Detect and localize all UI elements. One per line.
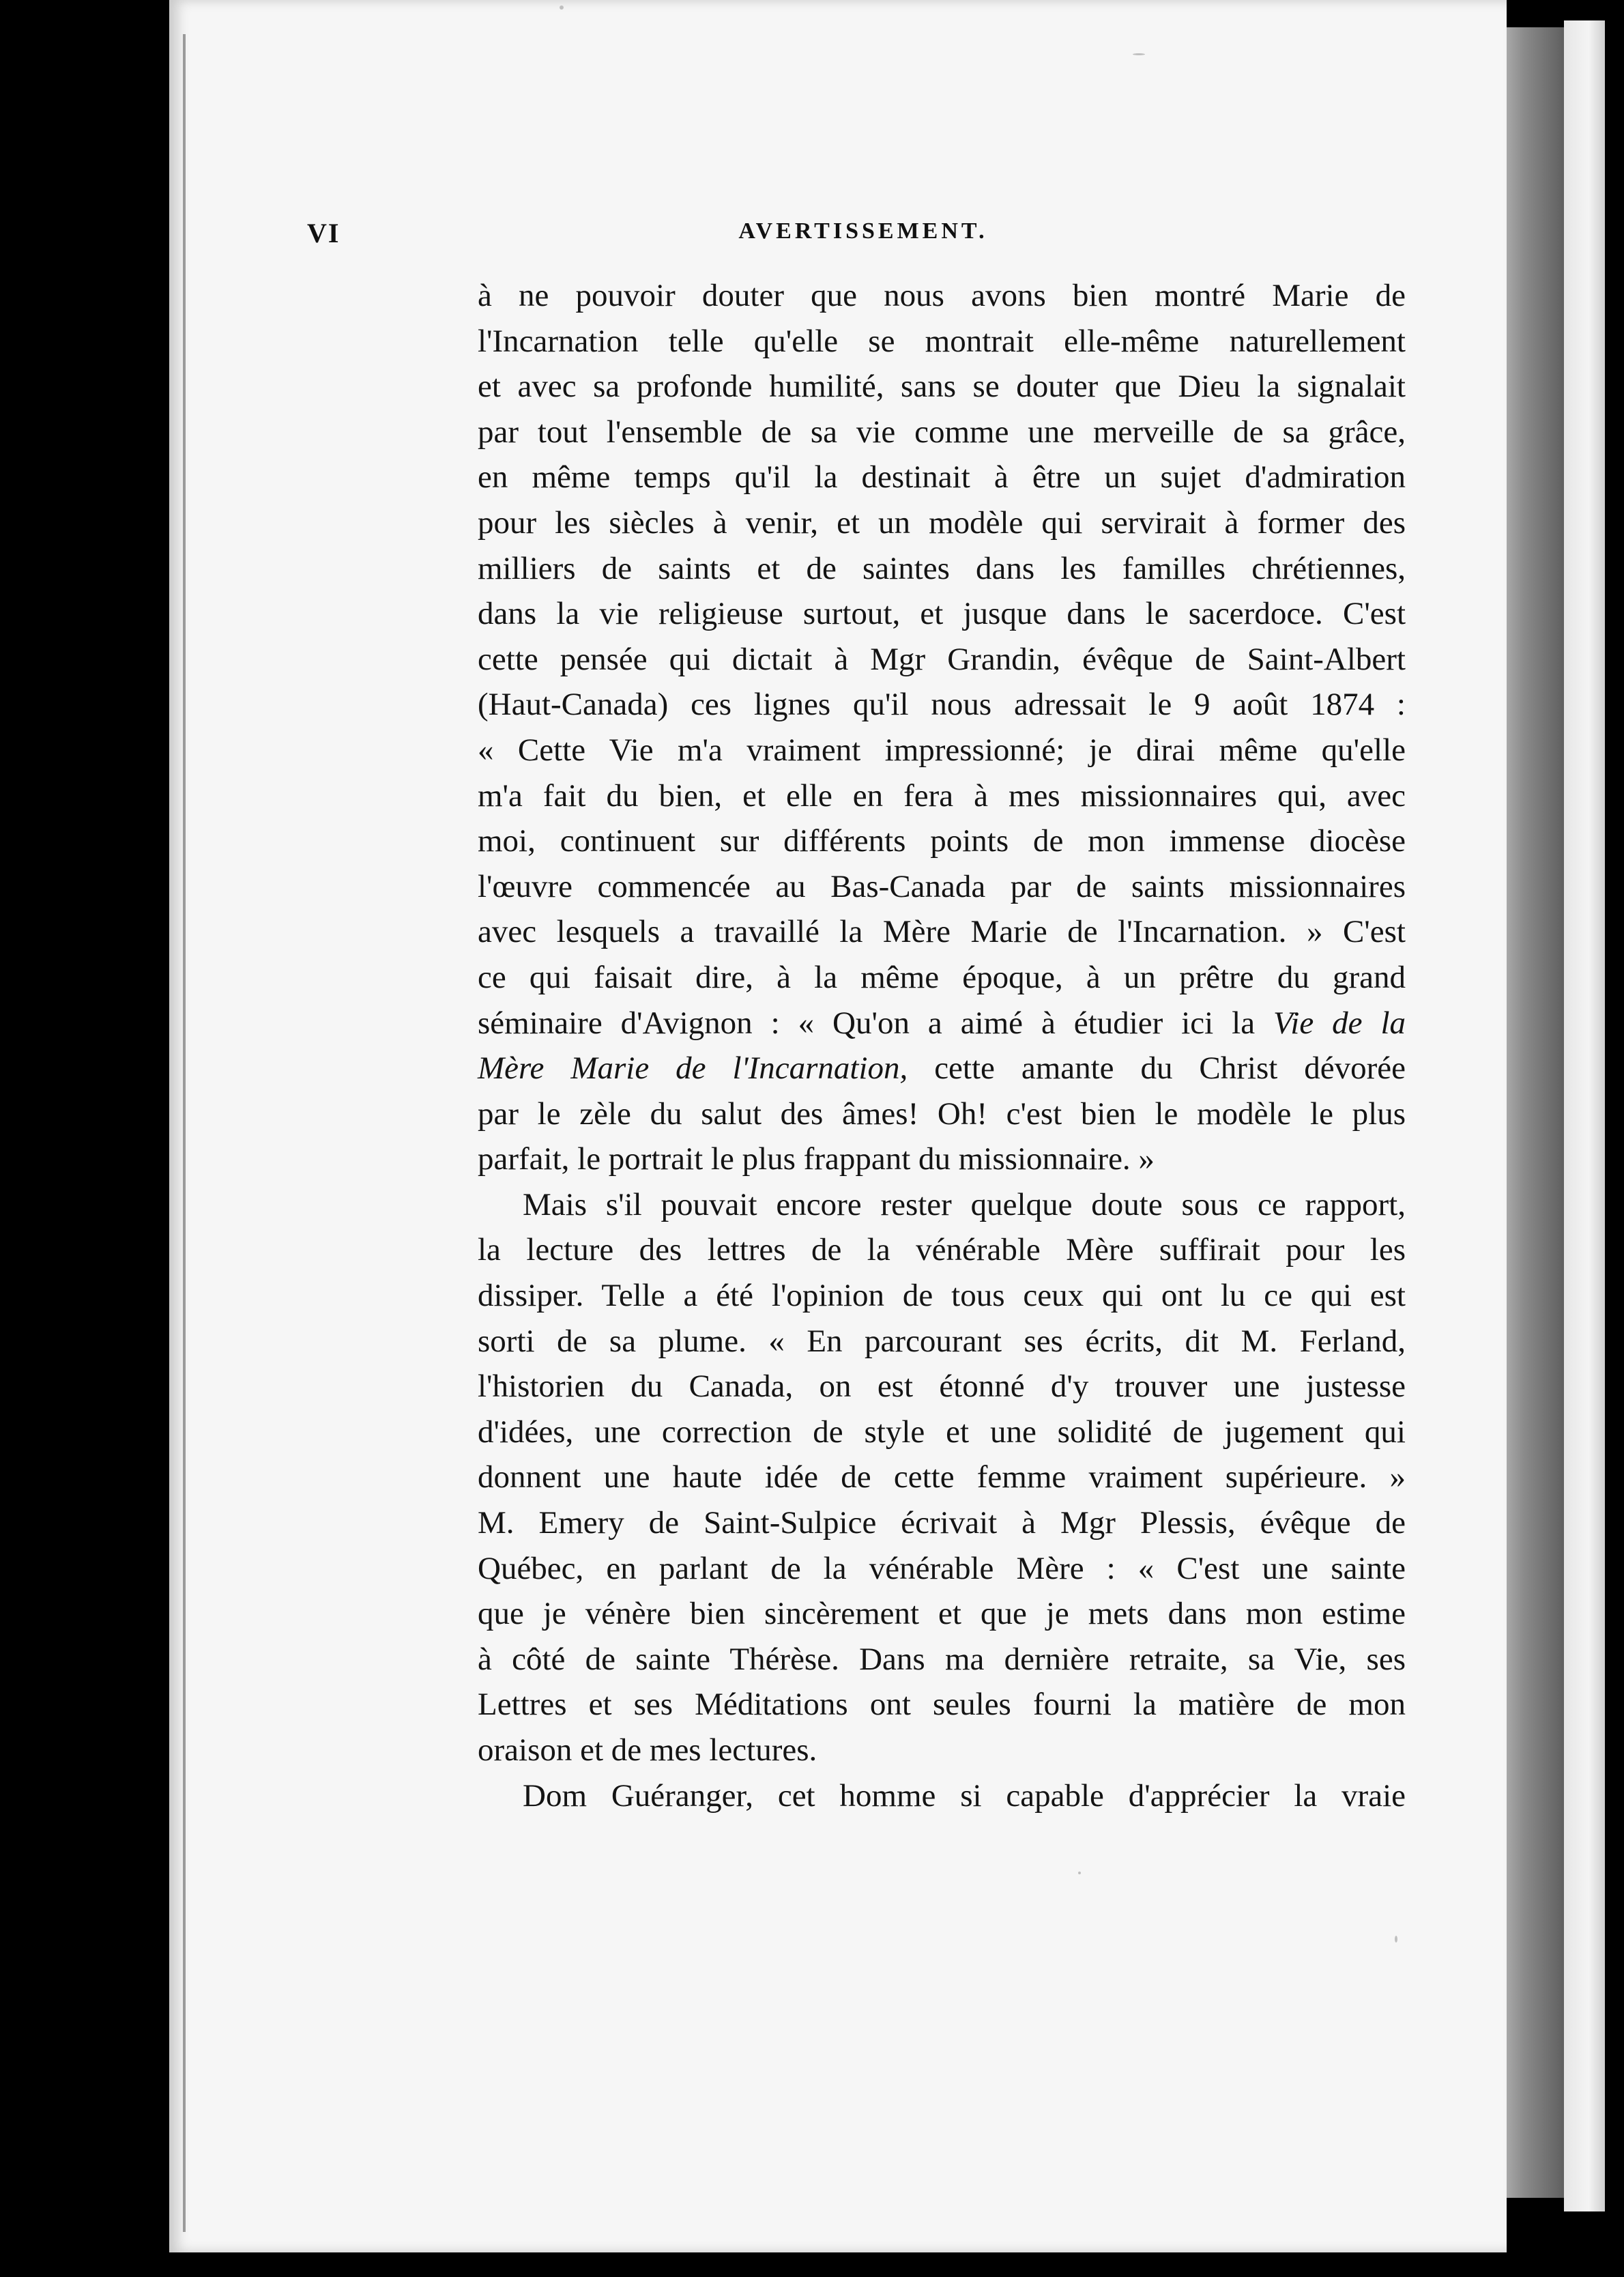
text-line <box>478 273 1406 319</box>
line-text: dans la vie religieuse surtout, et jusque dans le sacerdoce. C'est <box>478 596 1406 632</box>
text-line <box>478 1046 1406 1091</box>
line-text: l'œuvre commencée au Bas-Canada par de saints missionnaires <box>478 868 1406 904</box>
text-line <box>478 1728 1406 1773</box>
line-text: à ne pouvoir douter que nous avons bien montré Marie de <box>478 278 1406 313</box>
line-text: cette pensée qui dictait à Mgr Grandin, évêque de Saint-Albert <box>478 641 1406 677</box>
text-line <box>478 1455 1406 1500</box>
text-line <box>478 773 1406 819</box>
line-text: que je vénère bien sincèrement et que je mets dans mon estime <box>478 1596 1406 1632</box>
italic-title-text: Vie de la <box>1273 1005 1406 1041</box>
text-line <box>478 500 1406 546</box>
line-text: d'idées, une correction de style et une solidité de jugement qui <box>478 1414 1406 1450</box>
text-line <box>478 591 1406 637</box>
text-line <box>478 1364 1406 1409</box>
text-line <box>478 728 1406 773</box>
line-text: M. Emery de Saint-Sulpice écrivait à Mgr Plessis, évêque de <box>478 1505 1406 1541</box>
line-text: l'historien du Canada, on est étonné d'y trouver une justesse <box>478 1369 1406 1405</box>
text-line <box>478 1500 1406 1546</box>
text-line <box>478 1273 1406 1319</box>
adjacent-page-edge <box>1564 20 1605 2211</box>
page-number: VI <box>307 218 340 248</box>
text-line <box>478 1591 1406 1637</box>
line-text: dissiper. Telle a été l'opinion de tous ceux qui ont lu ce qui est <box>478 1278 1406 1314</box>
line-text: cette amante du Christ dévorée <box>908 1050 1406 1087</box>
text-line <box>478 1319 1406 1364</box>
text-line <box>478 864 1406 910</box>
line-text: Québec, en parlant de la vénérable Mère : « C'est une sainte <box>478 1550 1406 1586</box>
scan-speck <box>1133 53 1145 55</box>
line-text: oraison et de mes lectures. <box>478 1732 817 1768</box>
text-line <box>478 1001 1406 1046</box>
text-line <box>478 955 1406 1001</box>
line-text: sorti de sa plume. « En parcourant ses écrits, dit M. Ferland, <box>478 1323 1406 1359</box>
text-line <box>478 546 1406 592</box>
line-text: donnent une haute idée de cette femme vraiment supérieure. » <box>478 1459 1406 1495</box>
line-text: m'a fait du bien, et elle en fera à mes missionnaires qui, avec <box>478 777 1406 814</box>
text-line <box>478 455 1406 500</box>
text-line <box>478 1637 1406 1682</box>
line-text: la lecture des lettres de la vénérable Mère suffirait pour les <box>478 1232 1406 1268</box>
line-text: séminaire d'Avignon : « Qu'on a aimé à étudier ici la <box>478 1005 1274 1041</box>
line-text: par le zèle du salut des âmes! Oh! c'est bien le modèle le plus <box>478 1095 1406 1132</box>
line-text: à côté de sainte Thérèse. Dans ma dernière retraite, sa Vie, ses <box>478 1641 1406 1677</box>
line-text: (Haut-Canada) ces lignes qu'il nous adressait le 9 août 1874 : <box>478 687 1406 723</box>
line-text: l'Incarnation telle qu'elle se montrait elle-même naturellement <box>478 323 1406 359</box>
gutter-line <box>183 34 186 2232</box>
scan-speck <box>1078 1872 1081 1874</box>
text-line <box>478 637 1406 683</box>
line-text: en même temps qu'il la destinait à être un sujet d'admiration <box>478 459 1406 496</box>
text-line <box>478 1682 1406 1728</box>
line-text: Mais s'il pouvait encore rester quelque doute sous ce rapport, <box>523 1186 1406 1222</box>
line-text: avec lesquels a travaillé la Mère Marie de l'Incarnation. » C'est <box>478 914 1406 950</box>
running-head <box>307 217 1419 258</box>
text-line <box>478 1227 1406 1273</box>
text-line <box>478 364 1406 410</box>
text-line <box>478 1773 1406 1819</box>
text-line <box>478 909 1406 955</box>
body-text <box>478 273 1406 1818</box>
line-text: Lettres et ses Méditations ont seules fourni la matière de mon <box>478 1687 1406 1723</box>
line-text: moi, continuent sur différents points de mon immense diocèse <box>478 823 1406 859</box>
line-text: par tout l'ensemble de sa vie comme une merveille de sa grâce, <box>478 414 1406 450</box>
text-line <box>478 818 1406 864</box>
text-line <box>478 1091 1406 1137</box>
text-line <box>478 682 1406 728</box>
text-line <box>478 319 1406 364</box>
scan-speck <box>560 5 564 10</box>
text-line <box>478 1136 1406 1182</box>
line-text: Dom Guéranger, cet homme si capable d'apprécier la vraie <box>523 1777 1406 1814</box>
line-text: parfait, le portrait le plus frappant du missionnaire. » <box>478 1141 1155 1177</box>
italic-title-text: Mère Marie de l'Incarnation, <box>478 1050 908 1087</box>
text-line <box>478 1546 1406 1592</box>
line-text: pour les siècles à venir, et un modèle qui servirait à former des <box>478 504 1406 541</box>
line-text: et avec sa profonde humilité, sans se douter que Dieu la signalait <box>478 369 1406 405</box>
text-line <box>478 1182 1406 1228</box>
running-title: AVERTISSEMENT. <box>738 218 988 244</box>
line-text: « Cette Vie m'a vraiment impressionné; je dirai même qu'elle <box>478 732 1406 768</box>
line-text: milliers de saints et de saintes dans les familles chrétiennes, <box>478 550 1406 586</box>
line-text: ce qui faisait dire, à la même époque, à un prêtre du grand <box>478 959 1406 995</box>
scan-speck <box>1395 1936 1397 1943</box>
text-line <box>478 1409 1406 1455</box>
text-line <box>478 410 1406 455</box>
